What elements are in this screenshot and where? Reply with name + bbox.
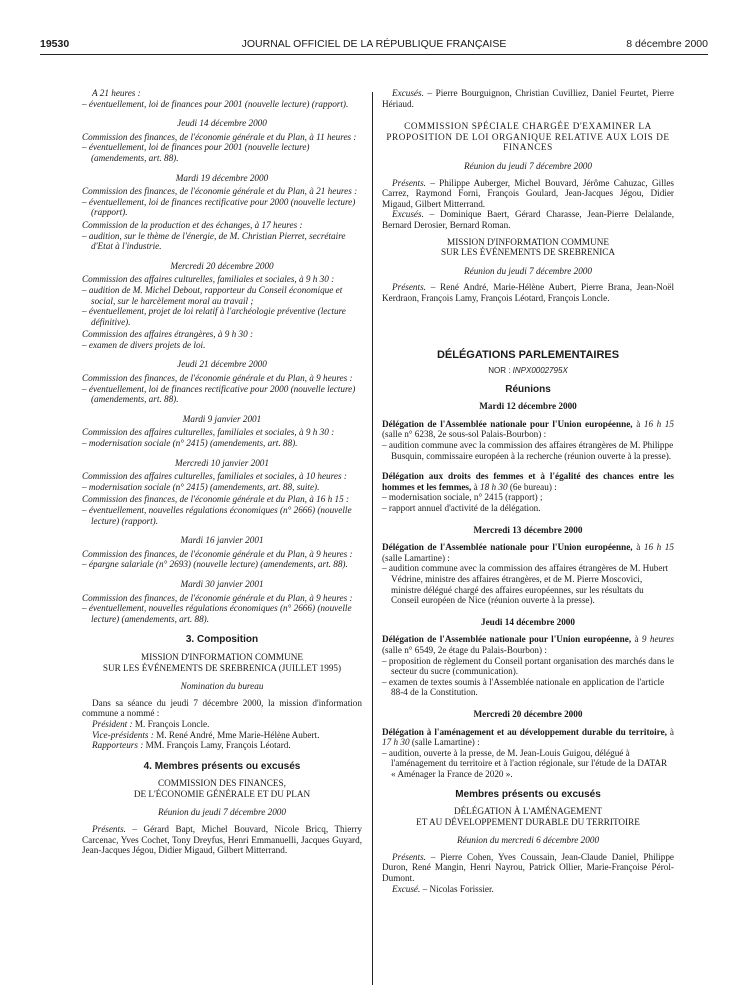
officer-names: M. René André, Mme Marie-Hélène Aubert.	[153, 729, 320, 740]
body-title: MISSION D'INFORMATION COMMUNE	[447, 236, 609, 247]
journal-title: JOURNAL OFFICIEL DE LA RÉPUBLIQUE FRANÇAISE	[241, 38, 507, 50]
agenda-item: – examen de textes soumis à l'Assemblée nationale en application de l'article 88-4 de la Constitution.	[382, 676, 665, 698]
committee-line: Commission des affaires culturelles, familiales et sociales, à 10 heures :	[82, 471, 347, 482]
agenda-item: – éventuellement, loi de finances pour 2001 (nouvelle lecture) (rapport).	[82, 98, 349, 109]
agenda-item: – éventuellement, loi de finances pour 2001 (nouvelle lecture) (amendements, art. 88).	[82, 142, 310, 163]
meeting-room: (6e bureau) :	[507, 481, 557, 492]
date-heading: Jeudi 14 décembre 2000	[481, 616, 575, 627]
committee-line: Commission des affaires étrangères, à 9 h 30 :	[82, 329, 254, 340]
page-header	[40, 38, 708, 55]
attendance-label: Présents.	[392, 282, 426, 293]
connector-text: à	[666, 726, 674, 737]
attendance-names: – Dominique Baert, Gérard Charasse, Jean-Pierre Delalande, Bernard Derosier, Bernard Roman.	[382, 209, 674, 230]
delegation-line	[382, 634, 674, 655]
date-heading: Mardi 12 décembre 2000	[479, 401, 577, 412]
meeting-time: 16 h 15	[643, 542, 674, 553]
agenda-item: – audition, ouverte à la presse, de M. Jean-Louis Guigou, délégué à l'aménagement du territoire et à l'action régionale, sur l'étude de la DATAR « Aménager la France de 2020 ».	[382, 747, 668, 779]
attendance-label: Présents.	[392, 851, 426, 862]
connector-text: à	[632, 418, 644, 429]
date-heading: Mardi 19 décembre 2000	[175, 172, 269, 183]
agenda-item: – examen de divers projets de loi.	[82, 339, 206, 350]
committee-line: Commission des finances, de l'économie générale et du Plan, à 16 h 15 :	[82, 494, 350, 505]
committee-line: Commission des finances, de l'économie générale et du Plan, à 9 heures :	[82, 373, 353, 384]
date-heading: Mardi 16 janvier 2001	[180, 535, 264, 546]
page-number: 19530	[40, 38, 70, 50]
connector-text: à	[631, 634, 642, 645]
agenda-item: – audition de M. Michel Debout, rapporteur du Conseil économique et social, sur le harcèlement moral au travail ;	[82, 284, 343, 306]
delegation-name: Délégation de l'Assemblée nationale pour l'Union européenne,	[382, 634, 632, 645]
committee-line: Commission des finances, de l'économie générale et du Plan, à 21 heures :	[82, 186, 358, 197]
meeting-time: 9 heures	[641, 634, 675, 645]
attendance-label: Présents.	[92, 824, 126, 835]
body-title: DE L'ÉCONOMIE GÉNÉRALE ET DU PLAN	[133, 788, 311, 799]
committee-line: Commission des finances, de l'économie générale et du Plan, à 11 heures :	[82, 131, 357, 142]
agenda-item: – modernisation sociale (n° 2415) (amendements, art. 88).	[82, 438, 298, 449]
attendance-names: – René André, Marie-Hélène Aubert, Pierre Brana, Jean-Noël Kerdraon, François Lamy, François Léotard, François Loncle.	[382, 282, 674, 303]
section-heading: 3. Composition	[185, 634, 259, 646]
body-title: SUR LES ÉVÉNEMENTS DE SREBRENICA	[440, 247, 616, 258]
column-divider	[372, 92, 373, 985]
body-title: MISSION D'INFORMATION COMMUNE	[141, 651, 303, 662]
meeting-time: 16 h 15	[643, 418, 674, 429]
agenda-item: – éventuellement, projet de loi relatif à l'archéologie préventive (lecture définitive).	[82, 306, 346, 327]
subheading: Nomination du bureau	[180, 681, 264, 692]
nor-reference	[382, 366, 674, 377]
meeting-room: (salle n° 6549, 2e étage du Palais-Bourbon) :	[382, 644, 547, 655]
attendance-present	[382, 852, 674, 884]
delegation-name: Délégation aux droits des femmes et à l'égalité des chances entre les hommes et les femmes,	[382, 471, 674, 492]
meeting-date: Réunion du mercredi 6 décembre 2000	[456, 835, 600, 846]
meeting-date: Réunion du jeudi 7 décembre 2000	[464, 160, 592, 171]
officer-role: Rapporteurs :	[92, 740, 144, 751]
agenda-item: – éventuellement, nouvelles régulations économiques (n° 2666) (nouvelle lecture) (rapport).	[82, 505, 352, 526]
officer-role: Vice-présidents :	[92, 729, 154, 740]
attendance-names: – Nicolas Forissier.	[420, 883, 494, 894]
agenda-item: – audition commune avec la commission des affaires étrangères de M. Hubert Védrine, ministre des affaires étrangères, et de M. Pierre Moscovici, ministre délégué chargé des affaires européennes, sur les résultats du Conseil européen de Nice (réunion ouverte à la presse).	[382, 563, 669, 606]
officer-names: MM. François Lamy, François Léotard.	[143, 740, 291, 751]
delegation-name: Délégation de l'Assemblée nationale pour l'Union européenne,	[382, 418, 633, 429]
agenda-item: – proposition de règlement du Conseil portant organisation des marchés dans le secteur du sucre (communication).	[382, 655, 674, 677]
date-heading: Jeudi 14 décembre 2000	[177, 118, 267, 129]
attendance-excused	[382, 88, 674, 109]
attendance-label: Excusés.	[392, 88, 424, 98]
body-title: COMMISSION DES FINANCES,	[158, 778, 286, 789]
subsection-heading: Réunions	[505, 383, 551, 395]
delegation-line	[382, 727, 674, 748]
committee-line: Commission des finances, de l'économie générale et du Plan, à 9 heures :	[82, 592, 353, 603]
section-heading: 4. Membres présents ou excusés	[143, 760, 301, 772]
agenda-item: – éventuellement, loi de finances rectificative pour 2000 (nouvelle lecture) (amendements, art. 88).	[82, 383, 356, 405]
meeting-time: 18 h 30	[479, 481, 508, 492]
agenda-item: – audition, sur le thème de l'énergie, de M. Christian Pierret, secrétaire d'Etat à l'industrie.	[82, 230, 346, 252]
attendance-present	[382, 178, 674, 210]
date-heading: Mercredi 20 décembre 2000	[170, 260, 274, 271]
attendance-label: Excusés.	[392, 209, 424, 220]
attendance-excused	[382, 209, 674, 230]
agenda-item: – rapport annuel d'activité de la délégation.	[382, 503, 541, 514]
delegation-line	[382, 419, 674, 440]
attendance-label: Présents.	[392, 177, 426, 188]
date-heading: Mercredi 20 décembre 2000	[473, 708, 583, 719]
officer-names: M. François Loncle.	[132, 718, 210, 729]
agenda-item: – éventuellement, nouvelles régulations économiques (n° 2666) (nouvelle lecture) (amendements, art. 88).	[82, 603, 352, 624]
attendance-names: – Pierre Bourguignon, Christian Cuvilliez, Daniel Feurtet, Pierre Hériaud.	[382, 88, 674, 109]
connector-text: à	[471, 481, 480, 492]
meeting-date: Réunion du jeudi 7 décembre 2000	[158, 807, 286, 818]
officer-role: Président :	[92, 718, 133, 729]
date-heading: Mercredi 10 janvier 2001	[175, 457, 269, 468]
date-heading: Mercredi 13 décembre 2000	[473, 524, 583, 535]
attendance-label: Excusé.	[392, 883, 421, 894]
left-column	[82, 88, 362, 856]
nor-value: INPX0002795X	[512, 366, 568, 376]
paragraph: Dans sa séance du jeudi 7 décembre 2000, la mission d'information commune a nommé :	[82, 697, 362, 719]
delegation-line	[382, 471, 674, 492]
officer-line	[82, 719, 362, 730]
committee-line: Commission des affaires culturelles, familiales et sociales, à 9 h 30 :	[82, 274, 335, 285]
agenda-item: – audition commune avec la commission des affaires étrangères de M. Philippe Busquin, commissaire européen à la recherche (réunion ouverte à la presse).	[382, 440, 674, 461]
attendance-excused	[382, 884, 674, 895]
committee-line: Commission des finances, de l'économie générale et du Plan, à 9 heures :	[82, 548, 353, 559]
delegation-name: Délégation à l'aménagement et au développement durable du territoire,	[382, 726, 667, 737]
meeting-time: 17 h 30	[382, 737, 410, 748]
time-heading: A 21 heures :	[92, 88, 141, 98]
meeting-room: (salle Lamartine) :	[409, 737, 480, 748]
date-heading: Mardi 30 janvier 2001	[180, 578, 264, 589]
committee-line: Commission de la production et des échanges, à 17 heures :	[82, 219, 303, 230]
section-heading: DÉLÉGATIONS PARLEMENTAIRES	[436, 348, 620, 361]
body-title: COMMISSION SPÉCIALE CHARGÉE D'EXAMINER LA PROPOSITION DE LOI ORGANIQUE RELATIVE AUX LOIS DE FINANCES	[386, 121, 670, 153]
date-heading: Mardi 9 janvier 2001	[182, 413, 262, 424]
section-heading: Membres présents ou excusés	[455, 788, 601, 800]
body-title: ET AU DÉVELOPPEMENT DURABLE DU TERRITOIRE	[416, 816, 640, 827]
attendance-names: – Pierre Cohen, Yves Coussain, Jean-Claude Daniel, Philippe Duron, René Mangin, Henri Nayrou, Patrick Ollier, Marie-Françoise Pérol-Dumont.	[382, 851, 674, 884]
meeting-room: (salle Lamartine) :	[382, 552, 450, 563]
body-title: SUR LES ÉVÉNEMENTS DE SREBRENICA (JUILLET 1995)	[102, 662, 342, 673]
attendance-present	[382, 282, 674, 303]
agenda-item: – éventuellement, loi de finances rectificative pour 2000 (nouvelle lecture) (rapport).	[82, 196, 356, 218]
agenda-item: – modernisation sociale, n° 2415 (rapport) ;	[382, 492, 543, 503]
delegation-name: Délégation de l'Assemblée nationale pour l'Union européenne,	[382, 542, 633, 553]
officer-line	[82, 730, 362, 741]
meeting-date: Réunion du jeudi 7 décembre 2000	[464, 265, 592, 276]
date-heading: Jeudi 21 décembre 2000	[177, 359, 267, 370]
delegation-line	[382, 542, 674, 563]
issue-date: 8 décembre 2000	[626, 38, 708, 50]
connector-text: à	[632, 542, 644, 553]
agenda-item: – épargne salariale (n° 2693) (nouvelle lecture) (amendements, art. 88).	[82, 559, 348, 570]
meeting-room: (salle n° 6238, 2e sous-sol Palais-Bourbon) :	[382, 429, 547, 440]
agenda-item: – modernisation sociale (n° 2415) (amendements, art. 88, suite).	[82, 481, 320, 492]
committee-line: Commission des affaires culturelles, familiales et sociales, à 9 h 30 :	[82, 427, 335, 438]
right-column	[382, 88, 674, 894]
body-title: DÉLÉGATION À L'AMÉNAGEMENT	[453, 806, 603, 817]
attendance-present	[82, 824, 362, 856]
attendance-names: – Gérard Bapt, Michel Bouvard, Nicole Bricq, Thierry Carcenac, Yves Cochet, Tony Dreyfus, Henri Emmanuelli, Jacques Guyard, Jean-Jacques Jégou, Didier Migaud, Gilbert Mitterrand.	[82, 824, 362, 856]
nor-label: NOR :	[488, 366, 513, 376]
attendance-names: – Philippe Auberger, Michel Bouvard, Jérôme Cahuzac, Gilles Carrez, Raymond Forni, François Goulard, Jean-Jacques Jégou, Didier Migaud, Gilbert Mitterrand.	[382, 177, 674, 209]
officer-line	[82, 740, 362, 751]
